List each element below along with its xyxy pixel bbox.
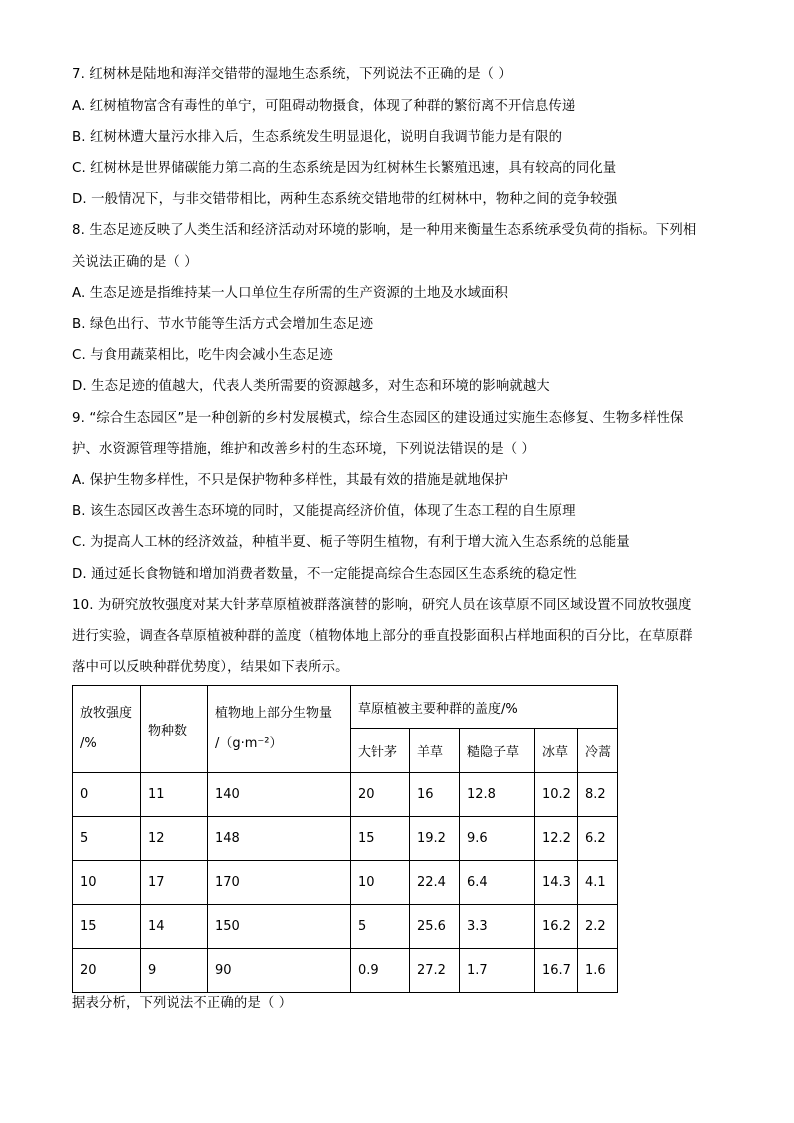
- subheader-stipa-grandis: 大针茅: [351, 729, 410, 773]
- q8-option-c: C. 与食用蔬菜相比，吃牛肉会减小生态足迹: [72, 348, 333, 363]
- table-cell: 90: [208, 949, 351, 993]
- table-cell: 6.4: [460, 861, 535, 905]
- table-cell: 15: [351, 817, 410, 861]
- table-cell: 16: [410, 773, 460, 817]
- table-cell: 16.7: [535, 949, 578, 993]
- q7-option-b: B. 红树林遭大量污水排入后，生态系统发生明显退化，说明自我调节能力是有限的: [72, 130, 563, 145]
- header-grazing-intensity: 放牧强度 /%: [73, 686, 141, 773]
- subheader-cleistogenes-squarrosa: 糙隐子草: [460, 729, 535, 773]
- table-cell: 12: [141, 817, 208, 861]
- table-cell: 27.2: [410, 949, 460, 993]
- table-cell: 148: [208, 817, 351, 861]
- table-cell: 19.2: [410, 817, 460, 861]
- table-cell: 4.1: [578, 861, 618, 905]
- header-aboveground-biomass: 植物地上部分生物量 /（g·m⁻²）: [208, 686, 351, 773]
- table-cell: 12.2: [535, 817, 578, 861]
- table-cell: 6.2: [578, 817, 618, 861]
- table-cell: 170: [208, 861, 351, 905]
- table-cell: 1.6: [578, 949, 618, 993]
- subheader-leymus-chinensis: 羊草: [410, 729, 460, 773]
- subheader-agropyron: 冰草: [535, 729, 578, 773]
- table-cell: 20: [73, 949, 141, 993]
- q8-stem-line1: 8. 生态足迹反映了人类生活和经济活动对环境的影响，是一种用来衡量生态系统承受负荷的指标。下列相: [72, 223, 697, 238]
- q9-stem-line1: 9. “综合生态园区”是一种创新的乡村发展模式，综合生态园区的建设通过实施生态修复、生物多样性保: [72, 411, 684, 426]
- table-cell: 17: [141, 861, 208, 905]
- table-cell: 9: [141, 949, 208, 993]
- q8-option-b: B. 绿色出行、节水节能等生活方式会增加生态足迹: [72, 317, 374, 332]
- table-row: [73, 949, 618, 993]
- table-cell: 9.6: [460, 817, 535, 861]
- table-cell: 2.2: [578, 905, 618, 949]
- table-row: [73, 905, 618, 949]
- q8-stem-line2: 关说法正确的是（ ）: [72, 255, 198, 270]
- q7-option-a: A. 红树植物富含有毒性的单宁，可阻碍动物摄食，体现了种群的繁衍离不开信息传递: [72, 99, 576, 114]
- table-row: [73, 817, 618, 861]
- table-cell: 5: [73, 817, 141, 861]
- q7-option-d: D. 一般情况下，与非交错带相比，两种生态系统交错地带的红树林中，物种之间的竞争较强: [72, 192, 618, 207]
- table-cell: 8.2: [578, 773, 618, 817]
- q9-option-d: D. 通过延长食物链和增加消费者数量，不一定能提高综合生态园区生态系统的稳定性: [72, 567, 577, 582]
- q10-question-prompt: 据表分析，下列说法不正确的是（ ）: [72, 996, 293, 1011]
- q9-option-c: C. 为提高人工林的经济效益，种植半夏、栀子等阴生植物，有利于增大流入生态系统的总能量: [72, 535, 630, 550]
- table-cell: 16.2: [535, 905, 578, 949]
- q9-option-b: B. 该生态园区改善生态环境的同时，又能提高经济价值，体现了生态工程的自生原理: [72, 504, 576, 519]
- q8-option-a: A. 生态足迹是指维持某一人口单位生存所需的生产资源的土地及水域面积: [72, 286, 508, 301]
- table-cell: 0.9: [351, 949, 410, 993]
- table-cell: 11: [141, 773, 208, 817]
- table-cell: 14.3: [535, 861, 578, 905]
- q10-stem-line3: 落中可以反映种群优势度），结果如下表所示。: [72, 660, 349, 675]
- table-cell: 150: [208, 905, 351, 949]
- table-cell: 3.3: [460, 905, 535, 949]
- q7-stem: 7. 红树林是陆地和海洋交错带的湿地生态系统，下列说法不正确的是（ ）: [72, 67, 512, 82]
- table-cell: 15: [73, 905, 141, 949]
- header-population-coverage: 草原植被主要种群的盖度/%: [351, 686, 618, 729]
- table-cell: 12.8: [460, 773, 535, 817]
- table-cell: 0: [73, 773, 141, 817]
- table-row: [73, 773, 618, 817]
- header-species-count: 物种数: [141, 686, 208, 773]
- table-cell: 10: [351, 861, 410, 905]
- q8-option-d: D. 生态足迹的值越大，代表人类所需要的资源越多，对生态和环境的影响就越大: [72, 379, 550, 394]
- table-cell: 140: [208, 773, 351, 817]
- table-cell: 1.7: [460, 949, 535, 993]
- table-cell: 20: [351, 773, 410, 817]
- subheader-artemisia-frigida: 冷蒿: [578, 729, 618, 773]
- q10-stem-line1: 10. 为研究放牧强度对某大针茅草原植被群落演替的影响，研究人员在该草原不同区域设置不同放牧强度: [72, 598, 692, 613]
- table-cell: 22.4: [410, 861, 460, 905]
- q10-stem-line2: 进行实验，调查各草原植被种群的盖度（植物体地上部分的垂直投影面积占样地面积的百分比，在草原群: [72, 629, 693, 644]
- q7-option-c: C. 红树林是世界储碳能力第二高的生态系统是因为红树林生长繁殖迅速，具有较高的同化量: [72, 161, 617, 176]
- table-cell: 10: [73, 861, 141, 905]
- table-cell: 10.2: [535, 773, 578, 817]
- q9-stem-line2: 护、水资源管理等措施，维护和改善乡村的生态环境，下列说法错误的是（ ）: [72, 442, 536, 457]
- table-cell: 14: [141, 905, 208, 949]
- table-cell: 5: [351, 905, 410, 949]
- grazing-data-table: [72, 685, 618, 993]
- q9-option-a: A. 保护生物多样性，不只是保护物种多样性，其最有效的措施是就地保护: [72, 473, 508, 488]
- table-row: [73, 861, 618, 905]
- table-cell: 25.6: [410, 905, 460, 949]
